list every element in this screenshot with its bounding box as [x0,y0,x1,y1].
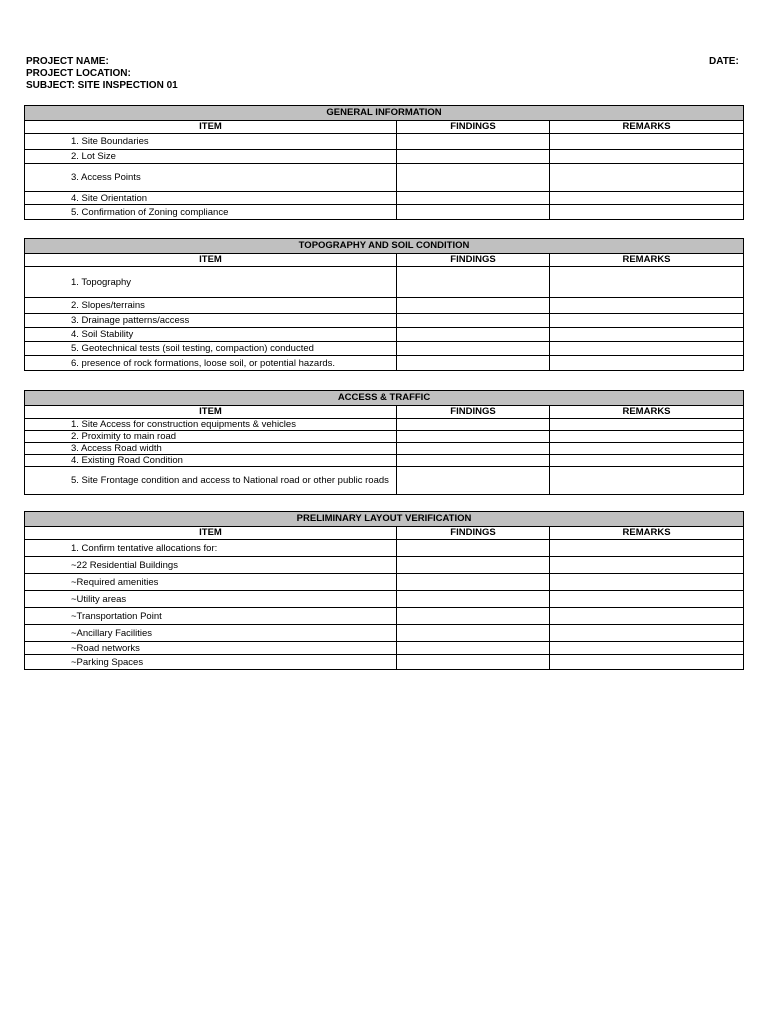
item-cell: 5. Geotechnical tests (soil testing, compaction) conducted [25,342,397,356]
layout-verification-table [24,511,744,670]
item-cell: 1. Confirm tentative allocations for: [25,540,397,557]
remarks-cell[interactable] [550,540,744,557]
table-row [25,298,744,314]
table-row [25,608,744,625]
remarks-cell[interactable] [550,328,744,342]
item-cell: 1. Topography [25,267,397,298]
section-title: ACCESS & TRAFFIC [25,391,744,406]
remarks-cell[interactable] [550,608,744,625]
table-row [25,328,744,342]
table-row [25,314,744,328]
findings-cell[interactable] [397,655,550,670]
item-cell: 3. Drainage patterns/access [25,314,397,328]
findings-cell[interactable] [397,591,550,608]
table-row [25,356,744,371]
remarks-column-header: REMARKS [550,406,744,419]
table-row [25,655,744,670]
remarks-cell[interactable] [550,314,744,328]
date-label: DATE: [709,56,739,67]
table-row [25,150,744,164]
item-cell: ~Ancillary Facilities [25,625,397,642]
item-cell: 1. Site Access for construction equipments & vehicles [25,419,397,431]
item-cell: 3. Access Road width [25,443,397,455]
item-column-header: ITEM [25,121,397,134]
remarks-cell[interactable] [550,557,744,574]
findings-cell[interactable] [397,342,550,356]
item-cell: 5. Confirmation of Zoning compliance [25,205,397,220]
table-row [25,192,744,205]
findings-cell[interactable] [397,431,550,443]
findings-cell[interactable] [397,574,550,591]
item-cell: ~Required amenities [25,574,397,591]
item-cell: 2. Lot Size [25,150,397,164]
remarks-cell[interactable] [550,298,744,314]
remarks-column-header: REMARKS [550,254,744,267]
item-cell: ~Transportation Point [25,608,397,625]
item-cell: ~Road networks [25,642,397,655]
findings-column-header: FINDINGS [397,254,550,267]
findings-cell[interactable] [397,314,550,328]
table-row [25,591,744,608]
item-cell: 6. presence of rock formations, loose soil, or potential hazards. [25,356,397,371]
item-cell: 4. Existing Road Condition [25,455,397,467]
subject-label: SUBJECT: SITE INSPECTION 01 [26,80,178,91]
table-row [25,455,744,467]
findings-cell[interactable] [397,205,550,220]
table-row [25,342,744,356]
table-row [25,134,744,150]
item-cell: ~Parking Spaces [25,655,397,670]
table-row [25,443,744,455]
findings-column-header: FINDINGS [397,406,550,419]
remarks-cell[interactable] [550,164,744,192]
findings-column-header: FINDINGS [397,527,550,540]
table-row [25,205,744,220]
table-row [25,267,744,298]
findings-cell[interactable] [397,164,550,192]
project-name-label: PROJECT NAME: [26,56,109,67]
findings-cell[interactable] [397,642,550,655]
remarks-cell[interactable] [550,342,744,356]
findings-cell[interactable] [397,192,550,205]
findings-cell[interactable] [397,557,550,574]
findings-cell[interactable] [397,328,550,342]
remarks-cell[interactable] [550,625,744,642]
remarks-cell[interactable] [550,455,744,467]
table-row [25,419,744,431]
topography-soil-table [24,238,744,371]
general-information-table [24,105,744,220]
findings-cell[interactable] [397,443,550,455]
item-cell: 4. Soil Stability [25,328,397,342]
table-row [25,625,744,642]
item-cell: ~22 Residential Buildings [25,557,397,574]
findings-cell[interactable] [397,467,550,495]
table-row [25,642,744,655]
project-location-label: PROJECT LOCATION: [26,68,131,79]
section-title: GENERAL INFORMATION [25,106,744,121]
item-cell: 4. Site Orientation [25,192,397,205]
item-cell: 5. Site Frontage condition and access to National road or other public roads [25,467,397,495]
table-row [25,557,744,574]
remarks-cell[interactable] [550,467,744,495]
findings-cell[interactable] [397,134,550,150]
item-column-header: ITEM [25,406,397,419]
remarks-column-header: REMARKS [550,527,744,540]
findings-cell[interactable] [397,150,550,164]
findings-cell[interactable] [397,298,550,314]
item-column-header: ITEM [25,527,397,540]
remarks-cell[interactable] [550,419,744,431]
remarks-cell[interactable] [550,192,744,205]
table-row [25,164,744,192]
findings-cell[interactable] [397,267,550,298]
table-row [25,431,744,443]
item-cell: 2. Proximity to main road [25,431,397,443]
remarks-cell[interactable] [550,642,744,655]
remarks-cell[interactable] [550,591,744,608]
findings-column-header: FINDINGS [397,121,550,134]
findings-cell[interactable] [397,356,550,371]
remarks-cell[interactable] [550,356,744,371]
item-cell: 2. Slopes/terrains [25,298,397,314]
table-row [25,467,744,495]
item-cell: 3. Access Points [25,164,397,192]
remarks-cell[interactable] [550,150,744,164]
item-cell: ~Utility areas [25,591,397,608]
section-title: TOPOGRAPHY AND SOIL CONDITION [25,239,744,254]
remarks-cell[interactable] [550,134,744,150]
findings-cell[interactable] [397,625,550,642]
remarks-cell[interactable] [550,267,744,298]
remarks-cell[interactable] [550,443,744,455]
remarks-cell[interactable] [550,655,744,670]
table-row [25,540,744,557]
remarks-cell[interactable] [550,574,744,591]
table-row [25,574,744,591]
findings-cell[interactable] [397,455,550,467]
item-column-header: ITEM [25,254,397,267]
findings-cell[interactable] [397,608,550,625]
item-cell: 1. Site Boundaries [25,134,397,150]
section-title: PRELIMINARY LAYOUT VERIFICATION [25,512,744,527]
remarks-cell[interactable] [550,205,744,220]
remarks-column-header: REMARKS [550,121,744,134]
findings-cell[interactable] [397,540,550,557]
findings-cell[interactable] [397,419,550,431]
access-traffic-table [24,390,744,495]
remarks-cell[interactable] [550,431,744,443]
